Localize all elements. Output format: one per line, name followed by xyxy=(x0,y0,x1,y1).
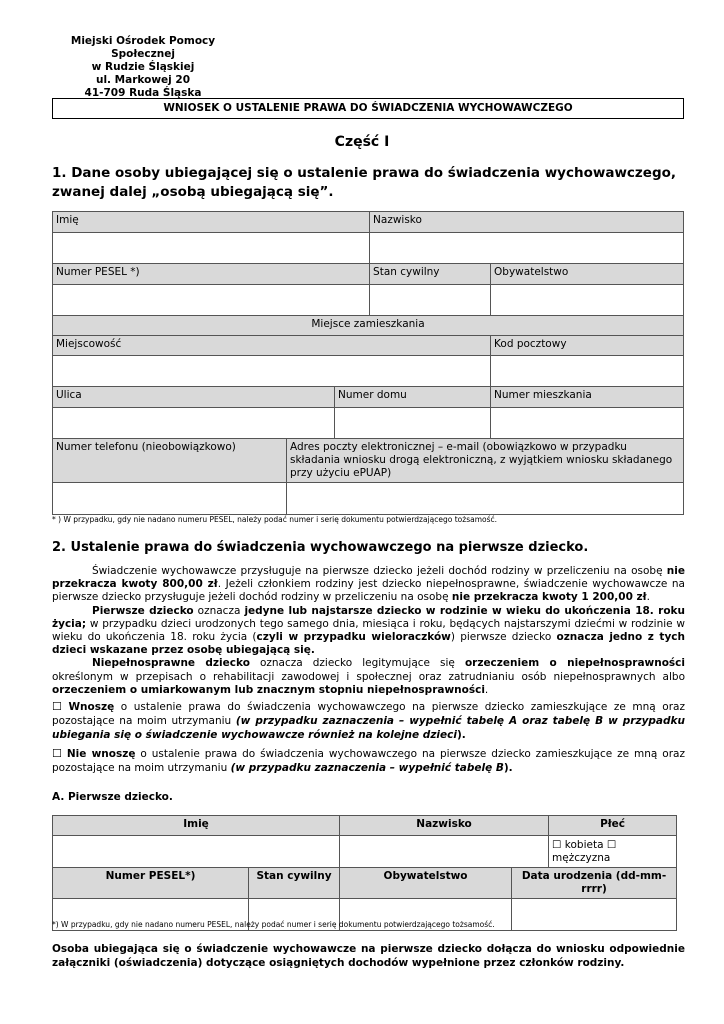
label-plec: Płeć xyxy=(549,816,677,836)
label-kod-pocztowy: Kod pocztowy xyxy=(491,336,684,356)
address-line: ul. Markowej 20 xyxy=(95,74,191,86)
field-obywatelstwo[interactable] xyxy=(491,285,684,316)
text: o ustalenie prawa do świadczenia wychowawczego na pierwsze dziecko zamieszkujące ze mną oraz pozostające na moim utrzymaniu xyxy=(52,748,685,774)
text: ). xyxy=(456,729,466,741)
emphasis: (w przypadku zaznaczenia – wypełnić tabelę B xyxy=(230,762,504,774)
label-nazwisko: Nazwisko xyxy=(370,212,684,233)
section2-title: 2. Ustalenie prawa do świadczenia wychowawczego na pierwsze dziecko. xyxy=(52,540,589,555)
emphasis: nie przekracza kwoty 1 200,00 zł xyxy=(451,591,647,604)
paragraph-disabled-child xyxy=(52,657,685,697)
option-nie-wnosze xyxy=(52,747,685,775)
field-imie-dziecka[interactable] xyxy=(53,836,340,868)
field-nazwisko[interactable] xyxy=(370,233,684,264)
label-stan-cywilny-dziecka: Stan cywilny xyxy=(249,868,340,899)
field-data-urodzenia[interactable] xyxy=(512,899,677,931)
paragraph-income xyxy=(52,565,685,605)
emphasis: oznacza jedno z tych dzieci wskazane przez osobę ubiegającą się. xyxy=(52,631,685,657)
field-miejscowosc[interactable] xyxy=(53,356,491,387)
field-numer-domu[interactable] xyxy=(335,408,491,439)
paragraph-first-child xyxy=(52,605,685,658)
emphasis: (w przypadku zaznaczenia – wypełnić tabelę A oraz tabelę B w przypadku ubiegania się o świadczenie wychowawcze również na kolejne dzieci xyxy=(52,715,685,741)
label-pesel: Numer PESEL *) xyxy=(53,264,370,285)
field-email[interactable] xyxy=(287,483,684,515)
label-miejscowosc: Miejscowość xyxy=(53,336,491,356)
emphasis: orzeczeniem o umiarkowanym lub znacznym stopniu niepełnosprawności xyxy=(52,683,485,696)
emphasis: Nie wnoszę xyxy=(66,748,136,760)
label-email: Adres poczty elektronicznej – e-mail (obowiązkowo w przypadku składania wniosku drogą elektroniczną, z wyjątkiem wniosku składanego przy użyciu ePUAP) xyxy=(287,439,684,483)
text: . Jeżeli członkiem rodziny jest dziecko niepełnosprawne, świadczenie wychowawcze na pierwsze dziecko przysługuje jeżeli dochód rodziny w przeliczeniu na osobę xyxy=(52,578,685,604)
gender-options[interactable]: ☐ kobieta ☐ mężczyzna xyxy=(552,838,617,864)
address-line: Miejski Ośrodek Pomocy Społecznej xyxy=(70,35,216,60)
checkbox-wnosze[interactable]: ☐ xyxy=(52,700,62,713)
checkbox-nie-wnosze[interactable]: ☐ xyxy=(52,747,62,760)
explanation-block xyxy=(52,565,685,697)
emphasis: nie przekracza kwoty 800,00 zł xyxy=(52,565,685,591)
first-child-table xyxy=(52,815,677,931)
text: o ustalenie prawa do świadczenia wychowawczego na pierwsze dziecko zamieszkujące ze mną oraz pozostające na moim utrzymaniu xyxy=(52,701,685,727)
label-nazwisko-dziecka: Nazwisko xyxy=(340,816,549,836)
emphasis: orzeczeniem o niepełnosprawności xyxy=(464,657,685,670)
part-title: Część I xyxy=(334,134,390,150)
field-pesel[interactable] xyxy=(53,285,370,316)
applicant-form xyxy=(52,211,684,515)
text: oznacza xyxy=(193,604,245,617)
text: oznacza dziecko legitymujące się xyxy=(249,657,465,670)
option-wnosze xyxy=(52,700,685,742)
emphasis: Pierwsze dziecko xyxy=(92,604,194,617)
field-ulica[interactable] xyxy=(53,408,335,439)
address-line: 41-709 Ruda Śląska xyxy=(84,87,202,99)
field-plec[interactable] xyxy=(549,836,677,868)
field-imie[interactable] xyxy=(53,233,370,264)
text: . xyxy=(484,683,489,696)
text: Świadczenie wychowawcze przysługuje na pierwsze dziecko jeżeli dochód rodziny w przeliczeniu na osobę xyxy=(92,565,667,577)
address-line: w Rudzie Śląskiej xyxy=(91,61,195,73)
label-imie-dziecka: Imię xyxy=(53,816,340,836)
label-stan-cywilny: Stan cywilny xyxy=(370,264,491,285)
closing-note: Osoba ubiegająca się o świadczenie wychowawcze na pierwsze dziecko dołącza do wniosku odpowiednie załączniki (oświadczenia) dotyczące osiągniętych dochodów wypełnione przez członków rodziny. xyxy=(52,943,685,969)
emphasis: czyli w przypadku wieloraczków xyxy=(256,631,451,644)
text: . xyxy=(646,591,650,604)
label-data-urodzenia: Data urodzenia (dd-mm-rrrr) xyxy=(512,868,677,899)
field-numer-mieszkania[interactable] xyxy=(491,408,684,439)
text: ). xyxy=(503,762,513,774)
emphasis: Wnoszę xyxy=(68,701,115,713)
label-imie: Imię xyxy=(53,212,370,233)
label-obywatelstwo: Obywatelstwo xyxy=(491,264,684,285)
emphasis: Niepełnosprawne dziecko xyxy=(92,657,250,670)
label-ulica: Ulica xyxy=(53,387,335,408)
label-miejsce-zamieszkania: Miejsce zamieszkania xyxy=(53,316,684,336)
table-a-heading: A. Pierwsze dziecko. xyxy=(52,791,173,803)
field-nazwisko-dziecka[interactable] xyxy=(340,836,549,868)
footnote-pesel: * ) W przypadku, gdy nie nadano numeru PESEL, należy podać numer i serię dokumentu potwierdzającego tożsamość. xyxy=(52,515,498,524)
field-kod-pocztowy[interactable] xyxy=(491,356,684,387)
label-numer-domu: Numer domu xyxy=(335,387,491,408)
emphasis: jedyne lub najstarsze dziecko w rodzinie w wieku do ukończenia 18. roku życia; xyxy=(52,604,685,630)
section1-title: 1. Dane osoby ubiegającej się o ustalenie prawa do świadczenia wychowawczego, zwanej dalej „osobą ubiegającą się”. xyxy=(52,165,677,200)
text: określonym w przepisach o rehabilitacji zawodowej i społecznej oraz zatrudnianiu osób niepełnosprawnych albo xyxy=(52,670,685,683)
label-numer-mieszkania: Numer mieszkania xyxy=(491,387,684,408)
text: w przypadku dzieci urodzonych tego samego dnia, miesiąca i roku, będących najstarszymi dziećmi w rodzinie w wieku do ukończenia 18. roku życia ( xyxy=(52,617,685,644)
label-telefon: Numer telefonu (nieobowiązkowo) xyxy=(53,439,287,483)
institution-address xyxy=(52,35,234,100)
footnote-pesel-child: *) W przypadku, gdy nie nadano numeru PESEL, należy podać numer i serię dokumentu potwierdzającego tożsamość. xyxy=(52,920,495,929)
field-telefon[interactable] xyxy=(53,483,287,515)
label-obywatelstwo-dziecka: Obywatelstwo xyxy=(340,868,512,899)
document-title: WNIOSEK O USTALENIE PRAWA DO ŚWIADCZENIA WYCHOWAWCZEGO xyxy=(52,98,684,119)
field-stan-cywilny[interactable] xyxy=(370,285,491,316)
text: ) pierwsze dziecko xyxy=(450,631,557,644)
label-pesel-dziecka: Numer PESEL*) xyxy=(53,868,249,899)
